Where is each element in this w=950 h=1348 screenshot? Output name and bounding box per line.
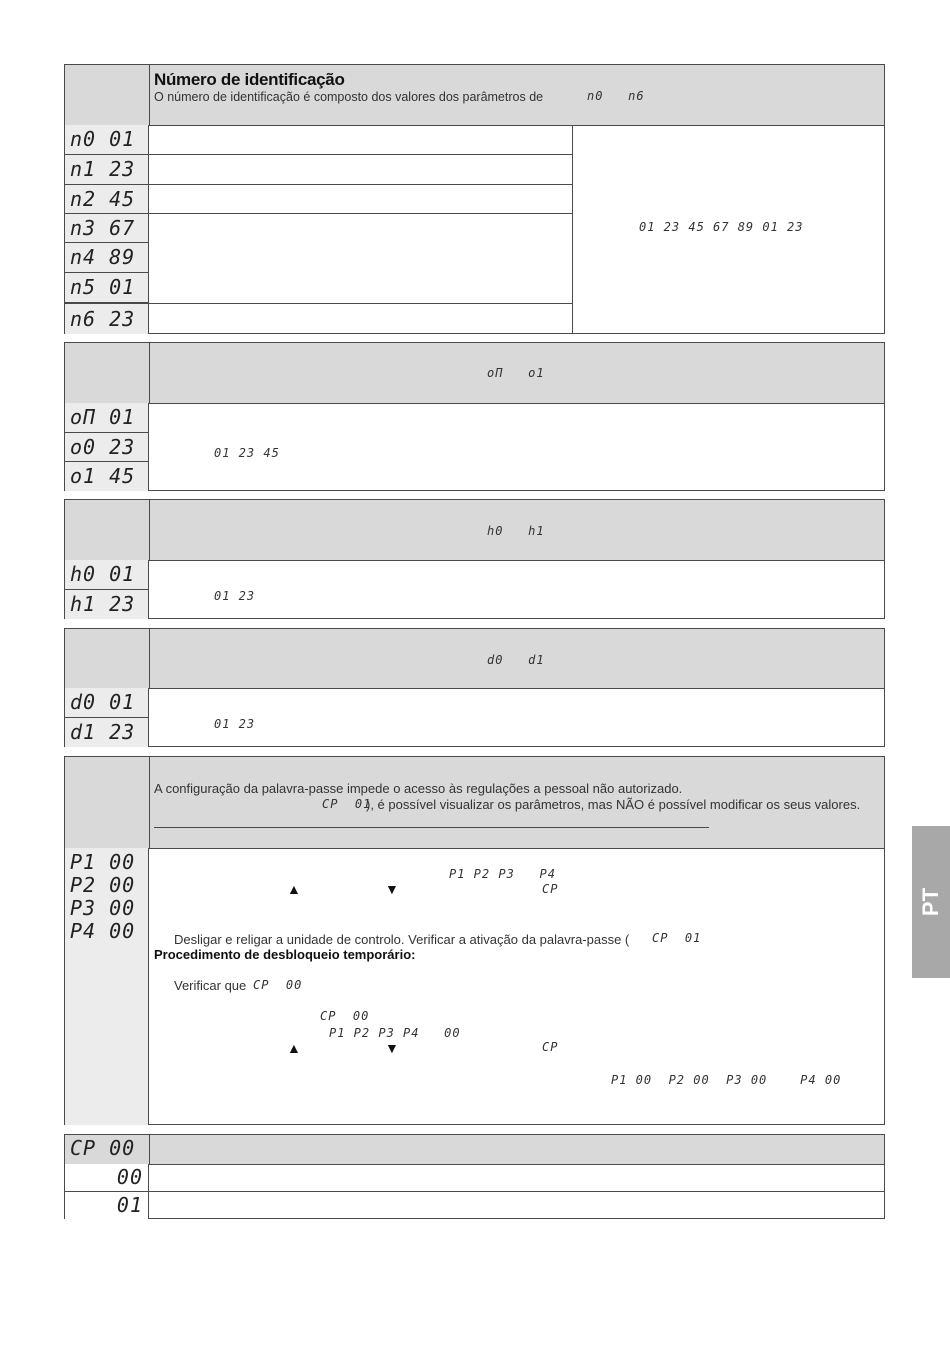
code-n4 [65,243,149,273]
code-d0 [65,688,149,718]
id-number-title: Número de identificação [154,70,345,89]
code-n3 [65,214,149,243]
language-tab [912,826,950,978]
id-number-header [65,65,884,126]
cp-header [65,1135,884,1165]
row-divider [149,303,572,304]
row-divider [149,154,572,155]
code-n2 [65,185,149,214]
code-p1: P1 00 [70,850,136,874]
cp-row-00-label: 00 [116,1165,143,1189]
code-o-b-label: o0 23 [70,435,136,459]
password-final-codes: P1 00 P2 00 P3 00 P4 00 [611,1073,842,1087]
code-p4: P4 00 [70,919,136,943]
password-header [65,757,884,849]
row-divider [149,184,572,185]
restart-code: CP 01 [652,931,702,945]
code-o-c [65,462,149,491]
h-params-range: h0 h1 [487,524,545,538]
h-params-values: 01 23 [214,589,256,603]
underline-rule [154,827,709,828]
cp-row-01 [65,1192,149,1219]
row-divider [149,213,572,214]
cp-table [64,1134,885,1219]
row-divider [149,1191,885,1192]
code-n5-label: n5 01 [70,275,136,299]
header-code-cell [65,343,150,403]
arrow-up-icon: ▲ [287,881,301,897]
id-number-table [64,64,885,334]
cp-row-00 [65,1164,149,1192]
code-n6 [65,303,149,334]
verify-label: Verificar que [174,978,247,993]
arrow-down-icon: ▼ [385,881,399,897]
h-params-table [64,499,885,619]
code-n5 [65,273,149,303]
header-code-cell [65,629,150,688]
header-code-cell [65,65,150,125]
code-d1-label: d1 23 [70,720,136,744]
code-o-c-label: o1 45 [70,464,136,488]
code-o-a [65,403,149,433]
code-p3: P3 00 [70,896,136,920]
arrow-up-icon: ▲ [287,1040,301,1056]
header-code-cell [65,757,150,848]
d-params-values: 01 23 [214,717,256,731]
password-intro-code: CP 01 [322,797,372,811]
code-o-b [65,433,149,462]
password-intro-line2: ), é possível visualizar os parâmetros, mas NÃO é possível modificar os seus valores. [366,797,861,812]
code-h0 [65,560,149,590]
code-n3-label: n3 67 [70,216,136,240]
code-n1 [65,155,149,185]
d-params-header [65,629,884,689]
code-n0-label: n0 01 [70,127,136,151]
password-cp-b: CP [542,1040,559,1054]
verify-code: CP 00 [253,978,303,992]
password-cp-00: CP 00 [320,1009,370,1023]
password-table [64,756,885,1125]
cp-row-01-label: 01 [116,1193,143,1217]
d-params-table [64,628,885,747]
code-d1 [65,718,149,747]
code-n1-label: n1 23 [70,157,136,181]
code-h1-label: h1 23 [70,592,136,616]
language-tab-label: PT [918,887,943,917]
restart-instruction: Desligar e religar a unidade de controlo. Verificar a ativação da palavra-passe ( [174,932,630,947]
id-number-example: 01 23 45 67 89 01 23 [639,220,804,234]
header-code-cell [65,500,150,560]
column-divider [572,125,573,334]
d-params-range: d0 d1 [487,653,545,667]
header-code-cell [65,1135,150,1164]
password-seq2: P1 P2 P3 P4 00 [329,1026,461,1040]
code-o-a-label: oΠ 01 [70,405,136,429]
code-n0 [65,125,149,155]
code-p2: P2 00 [70,873,136,897]
h-params-header [65,500,884,561]
code-h0-label: h0 01 [70,562,136,586]
code-column [65,848,149,1125]
o-params-values: 01 23 45 [214,446,280,460]
o-params-table [64,342,885,491]
arrow-down-icon: ▼ [385,1040,399,1056]
password-cp-a: CP [542,882,559,896]
code-n6-label: n6 23 [70,307,136,331]
code-d0-label: d0 01 [70,690,136,714]
password-seq1: P1 P2 P3 P4 [449,867,556,881]
cp-code: CP 00 [70,1136,136,1160]
code-n4-label: n4 89 [70,245,136,269]
id-number-range: n0 n6 [587,89,645,103]
temp-unlock-title: Procedimento de desbloqueio temporário: [154,947,416,962]
o-params-header [65,343,884,404]
password-intro-line1: A configuração da palavra-passe impede o acesso às regulações a pessoal não autorizado. [154,781,683,796]
id-number-subtitle: O número de identificação é composto dos valores dos parâmetros de [154,90,544,104]
code-h1 [65,590,149,619]
o-params-range: oΠ o1 [487,366,545,380]
code-n2-label: n2 45 [70,187,136,211]
